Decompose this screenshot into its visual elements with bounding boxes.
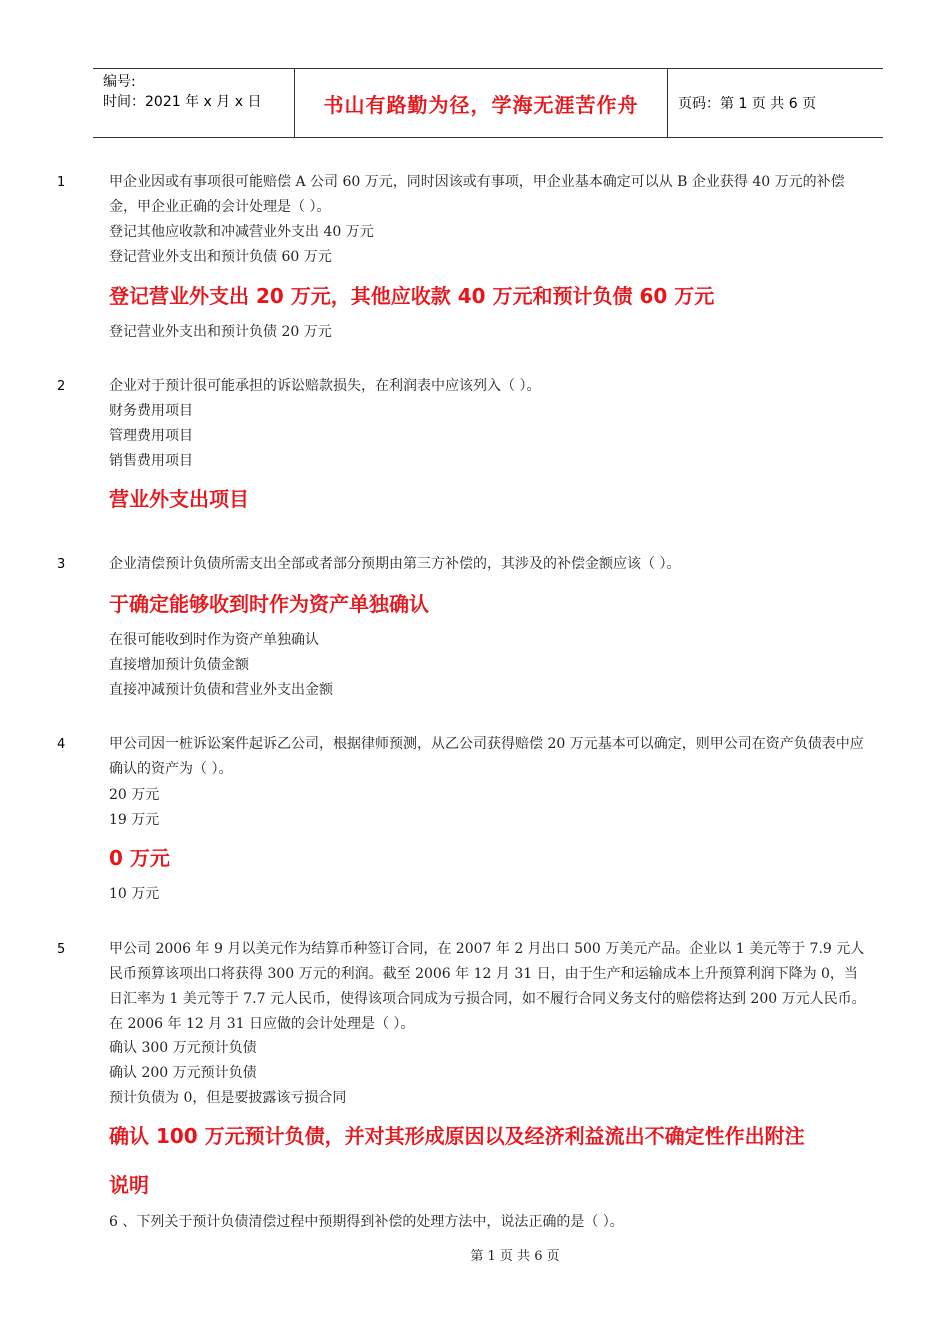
correct-answer: 0 万元	[109, 846, 170, 870]
option: 登记营业外支出和预计负债 20 万元	[109, 324, 332, 340]
page-label: 页码：第 1 页 共 6 页	[678, 96, 817, 112]
question-stem: 企业清偿预计负债所需支出全部或者部分预期由第三方补偿的，其涉及的补偿金额应该（ ）。	[109, 556, 681, 572]
question-number: 2	[57, 379, 66, 394]
time-label: 时间：2021 年 x 月 x 日	[103, 94, 262, 110]
option: 预计负债为 0，但是要披露该亏损合同	[109, 1090, 347, 1106]
option: 20 万元	[109, 787, 160, 803]
correct-answer: 登记营业外支出 20 万元，其他应收款 40 万元和预计负债 60 万元	[109, 284, 715, 308]
option: 确认 200 万元预计负债	[109, 1065, 257, 1081]
question-number: 4	[57, 737, 66, 752]
motto: 书山有路勤为径，学海无涯苦作舟	[295, 69, 668, 137]
option: 登记营业外支出和预计负债 60 万元	[109, 249, 332, 265]
option: 直接冲减预计负债和营业外支出金额	[109, 682, 333, 698]
question-number: 5	[57, 942, 66, 957]
header-info-cell	[93, 69, 295, 137]
correct-answer-continued: 说明	[109, 1173, 149, 1197]
question-stem: 甲企业因或有事项很可能赔偿 A 公司 60 万元，同时因该或有事项，甲企业基本确定可以从 B 企业获得 40 万元的补偿金，甲企业正确的会计处理是（ ）。	[109, 174, 845, 215]
option: 财务费用项目	[109, 403, 193, 419]
option: 直接增加预计负债金额	[109, 657, 249, 673]
page-footer: 第 1 页 共 6 页	[470, 1249, 560, 1264]
question-stem: 甲公司因一桩诉讼案件起诉乙公司，根据律师预测，从乙公司获得赔偿 20 万元基本可以确定，则甲公司在资产负债表中应确认的资产为（ ）。	[109, 736, 864, 777]
correct-answer: 确认 100 万元预计负债，并对其形成原因以及经济利益流出不确定性作出附注	[109, 1124, 805, 1148]
document-header	[93, 68, 883, 138]
question-stem: 企业对于预计很可能承担的诉讼赔款损失，在利润表中应该列入（ ）。	[109, 378, 541, 394]
option: 登记其他应收款和冲减营业外支出 40 万元	[109, 224, 374, 240]
question-number: 3	[57, 557, 66, 572]
code-label: 编号:	[103, 74, 136, 90]
option: 确认 300 万元预计负债	[109, 1040, 257, 1056]
question-number: 1	[57, 175, 66, 190]
option: 销售费用项目	[109, 453, 193, 469]
correct-answer: 于确定能够收到时作为资产单独确认	[109, 592, 429, 616]
correct-answer: 营业外支出项目	[109, 487, 249, 511]
question-stem: 甲公司 2006 年 9 月以美元作为结算币种签订合同，在 2007 年 2 月出口 500 万美元产品。企业以 1 美元等于 7.9 元人民币预算该项出口将获得 300 万元的利润。截至 2006 年 12 月 31 日，由于生产和运输成本上升预算利润下降为 0，当日汇率为 1 美元等于 7.7 元人民币，使得该项合同成为亏损合同，如不履行合同义务支付的赔偿将达到 200 万元人民币。在 2006 年 12 月 31 日应做的会计处理是（ ）。	[109, 941, 866, 1032]
question-6-stem: 6 、下列关于预计负债清偿过程中预期得到补偿的处理方法中，说法正确的是（ ）。	[109, 1214, 624, 1230]
option: 管理费用项目	[109, 428, 193, 444]
option: 在很可能收到时作为资产单独确认	[109, 632, 319, 648]
option: 10 万元	[109, 886, 160, 902]
option: 19 万元	[109, 812, 160, 828]
